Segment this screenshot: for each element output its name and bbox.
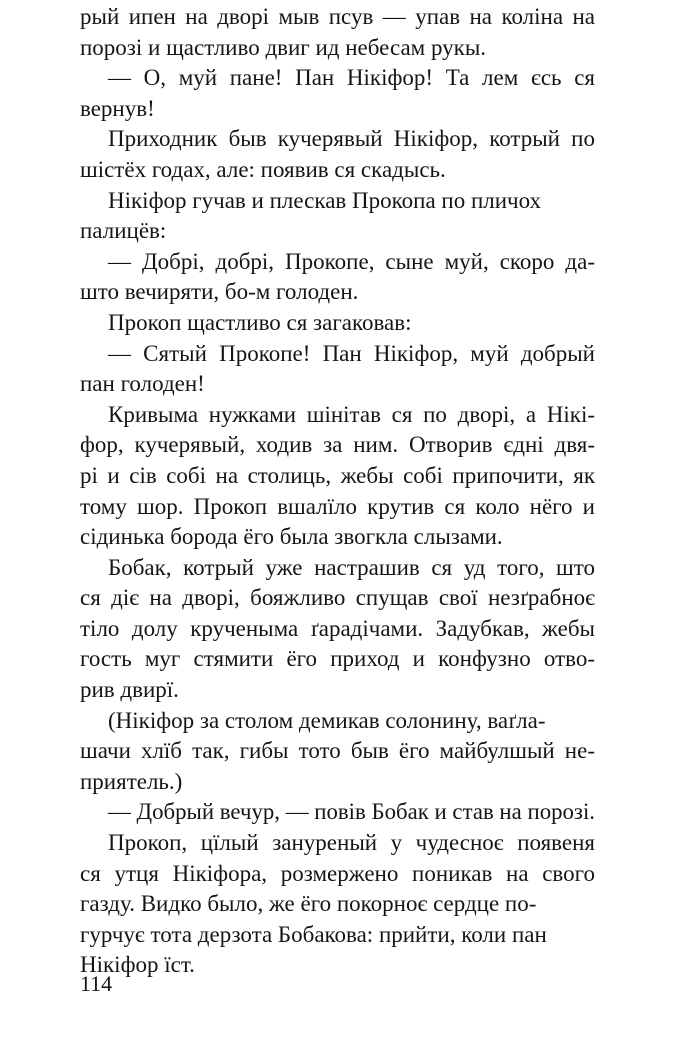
text-line: гурчує тота дерзота Бобакова: прийти, коли пан bbox=[80, 921, 547, 947]
text-line: Нікіфор гучав и плескав Прокопа по пличох bbox=[108, 187, 542, 213]
text-line: Бобак, котрый уже настрашив ся уд того, што bbox=[108, 554, 595, 580]
body-text bbox=[80, 2, 595, 981]
text-line: сідинька борода ёго была звогкла слызами. bbox=[80, 524, 503, 550]
text-line: (Нікіфор за столом демикав солонину, ваґла- bbox=[108, 707, 546, 733]
text-line: ся утця Нікіфора, розмержено поникав на свого bbox=[80, 860, 595, 886]
text-line: — Сятый Прокопе! Пан Нікіфор, муй добрый bbox=[108, 340, 595, 366]
text-line: палицёв: bbox=[80, 218, 167, 244]
text-line: порозі и щастливо двиг ид небесам рукы. bbox=[80, 34, 487, 60]
text-line: Прокоп, цїлый зануреный у чудесноє появеня bbox=[108, 830, 595, 856]
text-line: — Добрі, добрі, Прокопе, сыне муй, скоро да- bbox=[108, 248, 595, 274]
text-line: Приходник быв кучерявый Нікіфор, котрый по bbox=[108, 126, 595, 152]
text-line: вернув! bbox=[80, 95, 155, 121]
text-line: рив двирї. bbox=[80, 677, 179, 703]
text-line: Прокоп щастливо ся загаковав: bbox=[108, 309, 412, 335]
page-number: 114 bbox=[80, 971, 113, 996]
text-line: шістёх годах, але: появив ся скадысь. bbox=[80, 156, 446, 182]
text-line: Кривыма нужками шінітав ся по дворі, а Нікі- bbox=[108, 401, 595, 427]
text-line: рі и сів собі на столиць, жебы собі припочити, як bbox=[80, 462, 595, 488]
text-line: тому шор. Прокоп вшалїло крутив ся коло нёго и bbox=[80, 493, 595, 519]
text-line: газду. Видко было, же ёго покорноє сердце по- bbox=[80, 891, 537, 917]
text-line: — Добрый вечур, — повів Бобак и став на порозі. bbox=[108, 799, 595, 825]
text-line: гость муг стямити ёго приход и конфузно отво- bbox=[80, 646, 595, 672]
text-line: — О, муй пане! Пан Нікіфор! Та лем єсь ся bbox=[108, 65, 595, 91]
text-line: рый ипен на дворі мыв псув — упав на коліна на bbox=[80, 4, 595, 29]
text-line: тіло долу крученыма ґарадічами. Задубкав, жебы bbox=[80, 615, 595, 641]
text-line: ся діє на дворі, бояжливо спущав свої незґрабноє bbox=[80, 585, 595, 611]
text-line: приятель.) bbox=[80, 768, 183, 794]
text-line: шачи хлїб так, гибы тото быв ёго майбулшый не- bbox=[80, 738, 595, 764]
text-line: Нікіфор їст. bbox=[80, 952, 195, 978]
text-line: фор, кучерявый, ходив за ним. Отворив єдні двя- bbox=[80, 432, 595, 458]
text-line: што вечиряти, бо-м голоден. bbox=[80, 279, 359, 305]
text-line: пан голоден! bbox=[80, 371, 205, 397]
